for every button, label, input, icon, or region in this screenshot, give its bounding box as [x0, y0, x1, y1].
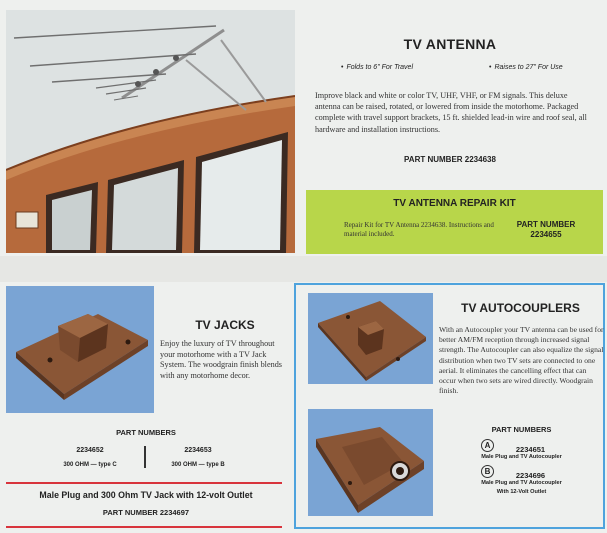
tv-antenna-panel [297, 10, 603, 190]
autocoupler-part-a [439, 439, 604, 462]
page-fold-divider [0, 256, 607, 282]
tv-autocouplers-description: With an Autocoupler your TV antenna can be used for better AM/FM reception through increased signal strength. The Autocoupler can also equalize the signal distribution when two TV sets are connected to one aerial. It eliminates the cancelling effect that can occur when two sets are wired directly. Woodgrain finish. [439, 325, 604, 396]
feature-raises-text: Raises to 27" For Use [494, 64, 563, 71]
part-type: 300 OHM — type C [63, 462, 117, 468]
feature-folds-text: Folds to 6" For Travel [346, 64, 413, 71]
repair-kit-part [511, 220, 581, 240]
tv-jack-part-type-b [158, 444, 238, 472]
part-caption: Male Plug and TV Autocoupler [481, 454, 562, 460]
tv-jack-photo [6, 286, 154, 413]
tv-jacks-title: TV JACKS [195, 318, 255, 332]
bullet-icon: • [341, 64, 344, 71]
tv-antenna-title: TV ANTENNA [403, 36, 497, 52]
part-caption-line-1: Male Plug and TV Autocoupler [481, 480, 562, 486]
tv-autocouplers-panel [294, 283, 605, 529]
male-plug-part-number: PART NUMBER 2234697 [102, 508, 190, 517]
tv-jacks-part-numbers-heading: PART NUMBERS [116, 428, 176, 437]
tv-autocouplers-part-numbers-heading: PART NUMBERS [491, 425, 552, 434]
part-number: 2234651 [515, 445, 546, 454]
autocoupler-box-illustration [308, 409, 433, 516]
letter-a-icon: A [481, 439, 494, 452]
male-plug-title: Male Plug and 300 Ohm TV Jack with 12-volt Outlet [39, 490, 253, 500]
part-separator [144, 446, 146, 468]
red-rule-bottom [6, 526, 282, 528]
part-type: 300 OHM — type B [171, 462, 225, 468]
autocoupler-photo-b [308, 409, 433, 516]
red-rule-top [6, 482, 282, 484]
tv-jacks-description: Enjoy the luxury of TV throughout your motorhome with a TV Jack System. The woodgrain finish blends with any motorhome decor. [160, 339, 282, 380]
repair-kit-part-label: PART NUMBER [516, 220, 576, 229]
feature-raises [489, 64, 563, 71]
bullet-icon: • [489, 64, 492, 71]
letter-b-icon: B [481, 465, 494, 478]
antenna-photo [6, 10, 295, 253]
part-number: 2234696 [515, 471, 546, 480]
repair-kit-part-number: 2234655 [530, 230, 562, 239]
autocoupler-part-b [439, 465, 604, 497]
tv-jack-part-type-c [50, 444, 130, 472]
part-number: 2234652 [76, 447, 104, 454]
repair-kit-title: TV ANTENNA REPAIR KIT [393, 198, 516, 209]
tv-antenna-part-number: PART NUMBER 2234638 [404, 155, 496, 164]
part-number: 2234653 [184, 447, 212, 454]
repair-kit-description: Repair Kit for TV Antenna 2234638. Instructions and material included. [344, 221, 494, 238]
tv-jack-illustration [6, 286, 154, 413]
antenna-motorhome-illustration [6, 10, 295, 253]
part-caption-line-2: With 12-Volt Outlet [496, 489, 547, 495]
autocoupler-photo-a [308, 293, 433, 384]
tv-jacks-panel [0, 282, 292, 533]
feature-folds [341, 64, 413, 71]
tv-antenna-description: Improve black and white or color TV, UHF, VHF, or FM signals. This deluxe antenna can be raised, rotated, or lowered from inside the motorhome. Packaged complete with travel support brackets, 15 ft. shielded lead-in wire and roof seal, all hardware and installation instructions. [315, 91, 587, 134]
repair-kit-box [306, 190, 603, 254]
autocoupler-plate-illustration [308, 293, 433, 384]
tv-autocouplers-title: TV AUTOCOUPLERS [461, 301, 580, 315]
